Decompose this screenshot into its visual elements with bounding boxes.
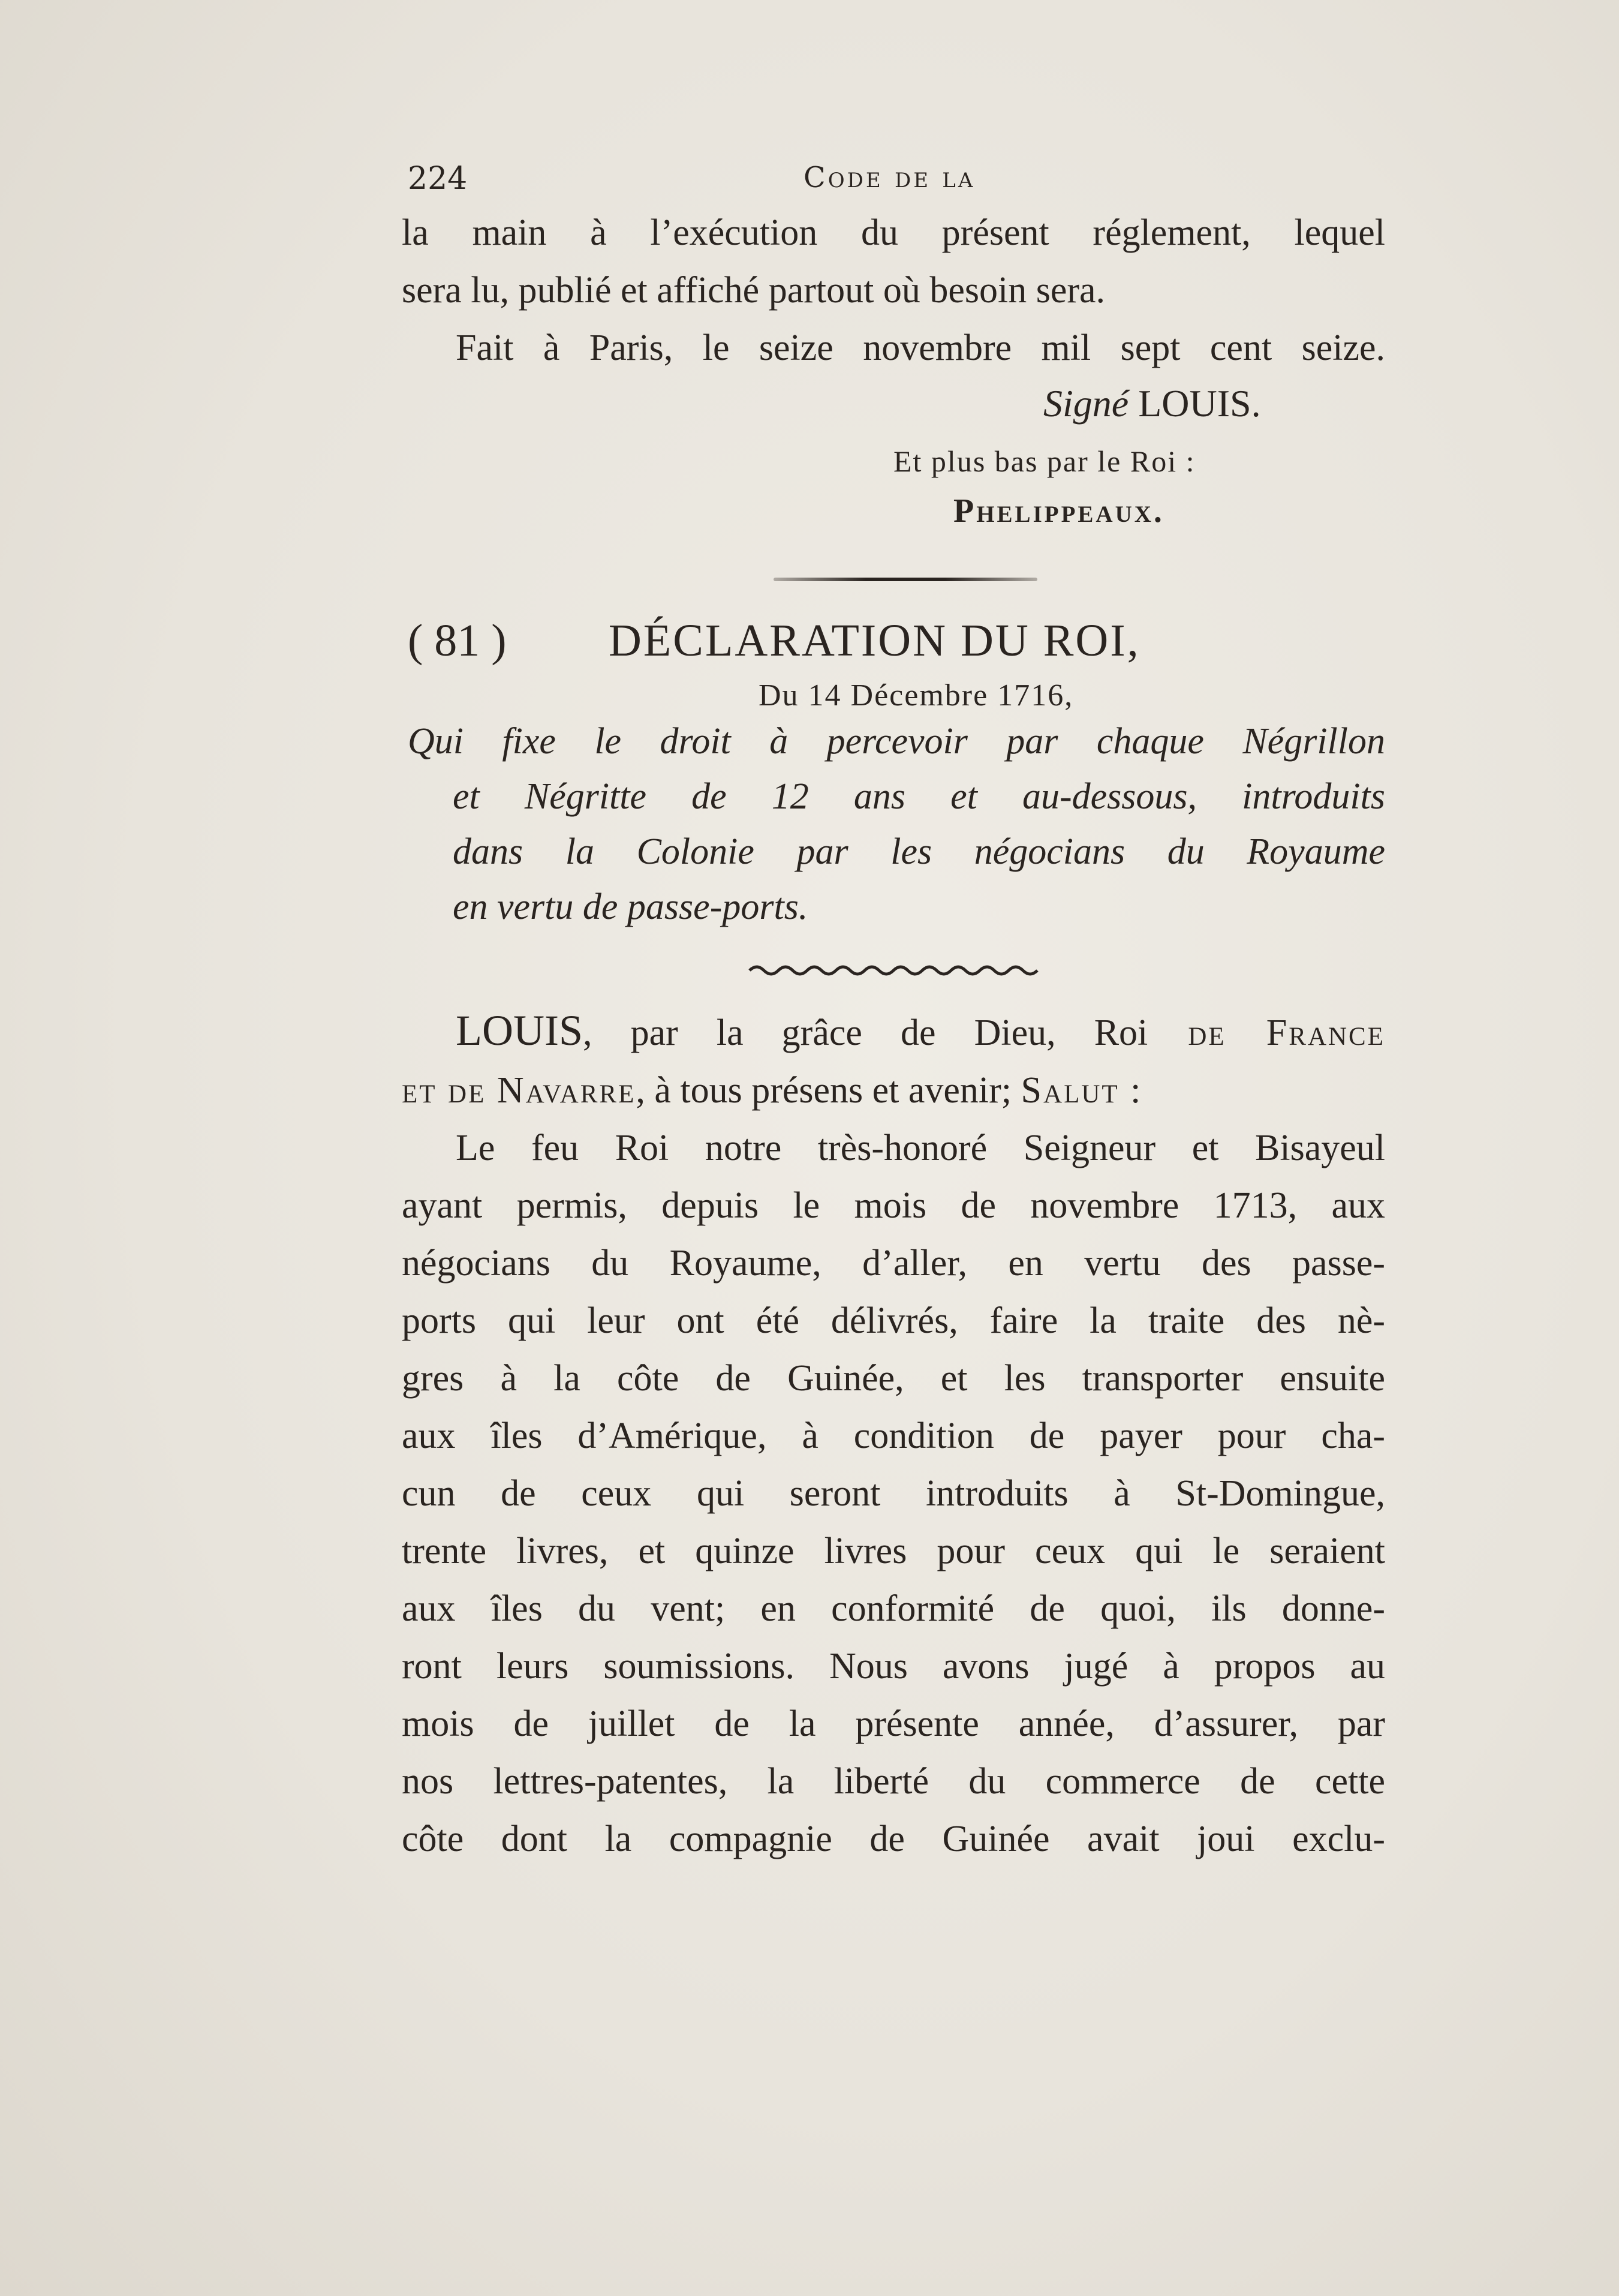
- summary-line: Qui fixe le droit à percevoir par chaque Négrillon: [408, 721, 1385, 762]
- section-divider-rule: [774, 578, 1037, 581]
- text-line: mois de juillet de la présente année, d’assurer, par: [402, 1703, 1385, 1744]
- title-roi: Roi: [1094, 1012, 1148, 1053]
- countersign-label: Et plus bas par le Roi :: [893, 444, 1196, 478]
- text-line: cun de ceux qui seront introduits à St-Domingue,: [402, 1473, 1385, 1514]
- text-line: Le feu Roi notre très-honoré Seigneur et Bisayeul: [456, 1128, 1385, 1168]
- title-et-de: et de: [402, 1070, 497, 1111]
- body-paragraph: [402, 1002, 1385, 1868]
- declaration-title: DÉCLARATION DU ROI,: [609, 615, 1140, 666]
- wavy-ornament: [747, 960, 1040, 978]
- text-line: aux îles du vent; en conformité de quoi, ils donne-: [402, 1588, 1385, 1629]
- opening-line-1: [402, 1002, 1385, 1062]
- text-line: côte dont la compagnie de Guinée avait joui exclu-: [402, 1819, 1385, 1859]
- text-line: sera lu, publié et affiché partout où besoin sera.: [402, 270, 1106, 311]
- salut: Salut :: [1021, 1070, 1143, 1111]
- king-name: LOUIS: [456, 1006, 583, 1054]
- signature-line: [1043, 381, 1261, 426]
- title-navarre: Navarre: [496, 1070, 636, 1111]
- opening-line-2: [402, 1062, 1385, 1119]
- declaration-date: Du 14 Décembre 1716,: [759, 678, 1074, 713]
- text-line: Fait à Paris, le seize novembre mil sept cent seize.: [456, 327, 1385, 368]
- text-line: la main à l’exécution du présent réglement, lequel: [402, 212, 1385, 253]
- text-line: nos lettres-patentes, la liberté du commerce de cette: [402, 1761, 1385, 1802]
- text-line: ports qui leur ont été délivrés, faire la traite des nè-: [402, 1300, 1385, 1341]
- summary-line: dans la Colonie par les négocians du Royaume: [453, 831, 1385, 872]
- text-line: ront leurs soumissions. Nous avons jugé à propos au: [402, 1646, 1385, 1687]
- signed-label: Signé: [1043, 382, 1129, 425]
- declaration-summary: [408, 714, 1385, 934]
- countersign-name: Phelippeaux.: [953, 492, 1164, 530]
- text-line: aux îles d’Amérique, à condition de payer pour cha-: [402, 1416, 1385, 1456]
- running-head: Code de la: [804, 161, 976, 194]
- opening-text-2: , à tous présens et avenir;: [636, 1070, 1021, 1111]
- text-line: ayant permis, depuis le mois de novembre 1713, aux: [402, 1185, 1385, 1226]
- page-header: [408, 161, 995, 203]
- opening-text: , par la grâce de Dieu,: [583, 1012, 1094, 1053]
- closing-paragraph: [402, 204, 1385, 377]
- page-number: 224: [408, 161, 468, 197]
- summary-line: en vertu de passe-ports.: [453, 886, 808, 927]
- declaration-number: ( 81 ): [408, 615, 507, 666]
- text-line: négocians du Royaume, d’aller, en vertu des passe-: [402, 1243, 1385, 1284]
- summary-line: et Négritte de 12 ans et au-dessous, introduits: [453, 776, 1385, 817]
- signed-name: LOUIS.: [1138, 382, 1261, 425]
- text-line: gres à la côte de Guinée, et les transporter ensuite: [402, 1358, 1385, 1399]
- text-line: trente livres, et quinze livres pour ceux qui le seraient: [402, 1531, 1385, 1571]
- title-france: France: [1266, 1012, 1385, 1053]
- title-de: de: [1148, 1012, 1266, 1053]
